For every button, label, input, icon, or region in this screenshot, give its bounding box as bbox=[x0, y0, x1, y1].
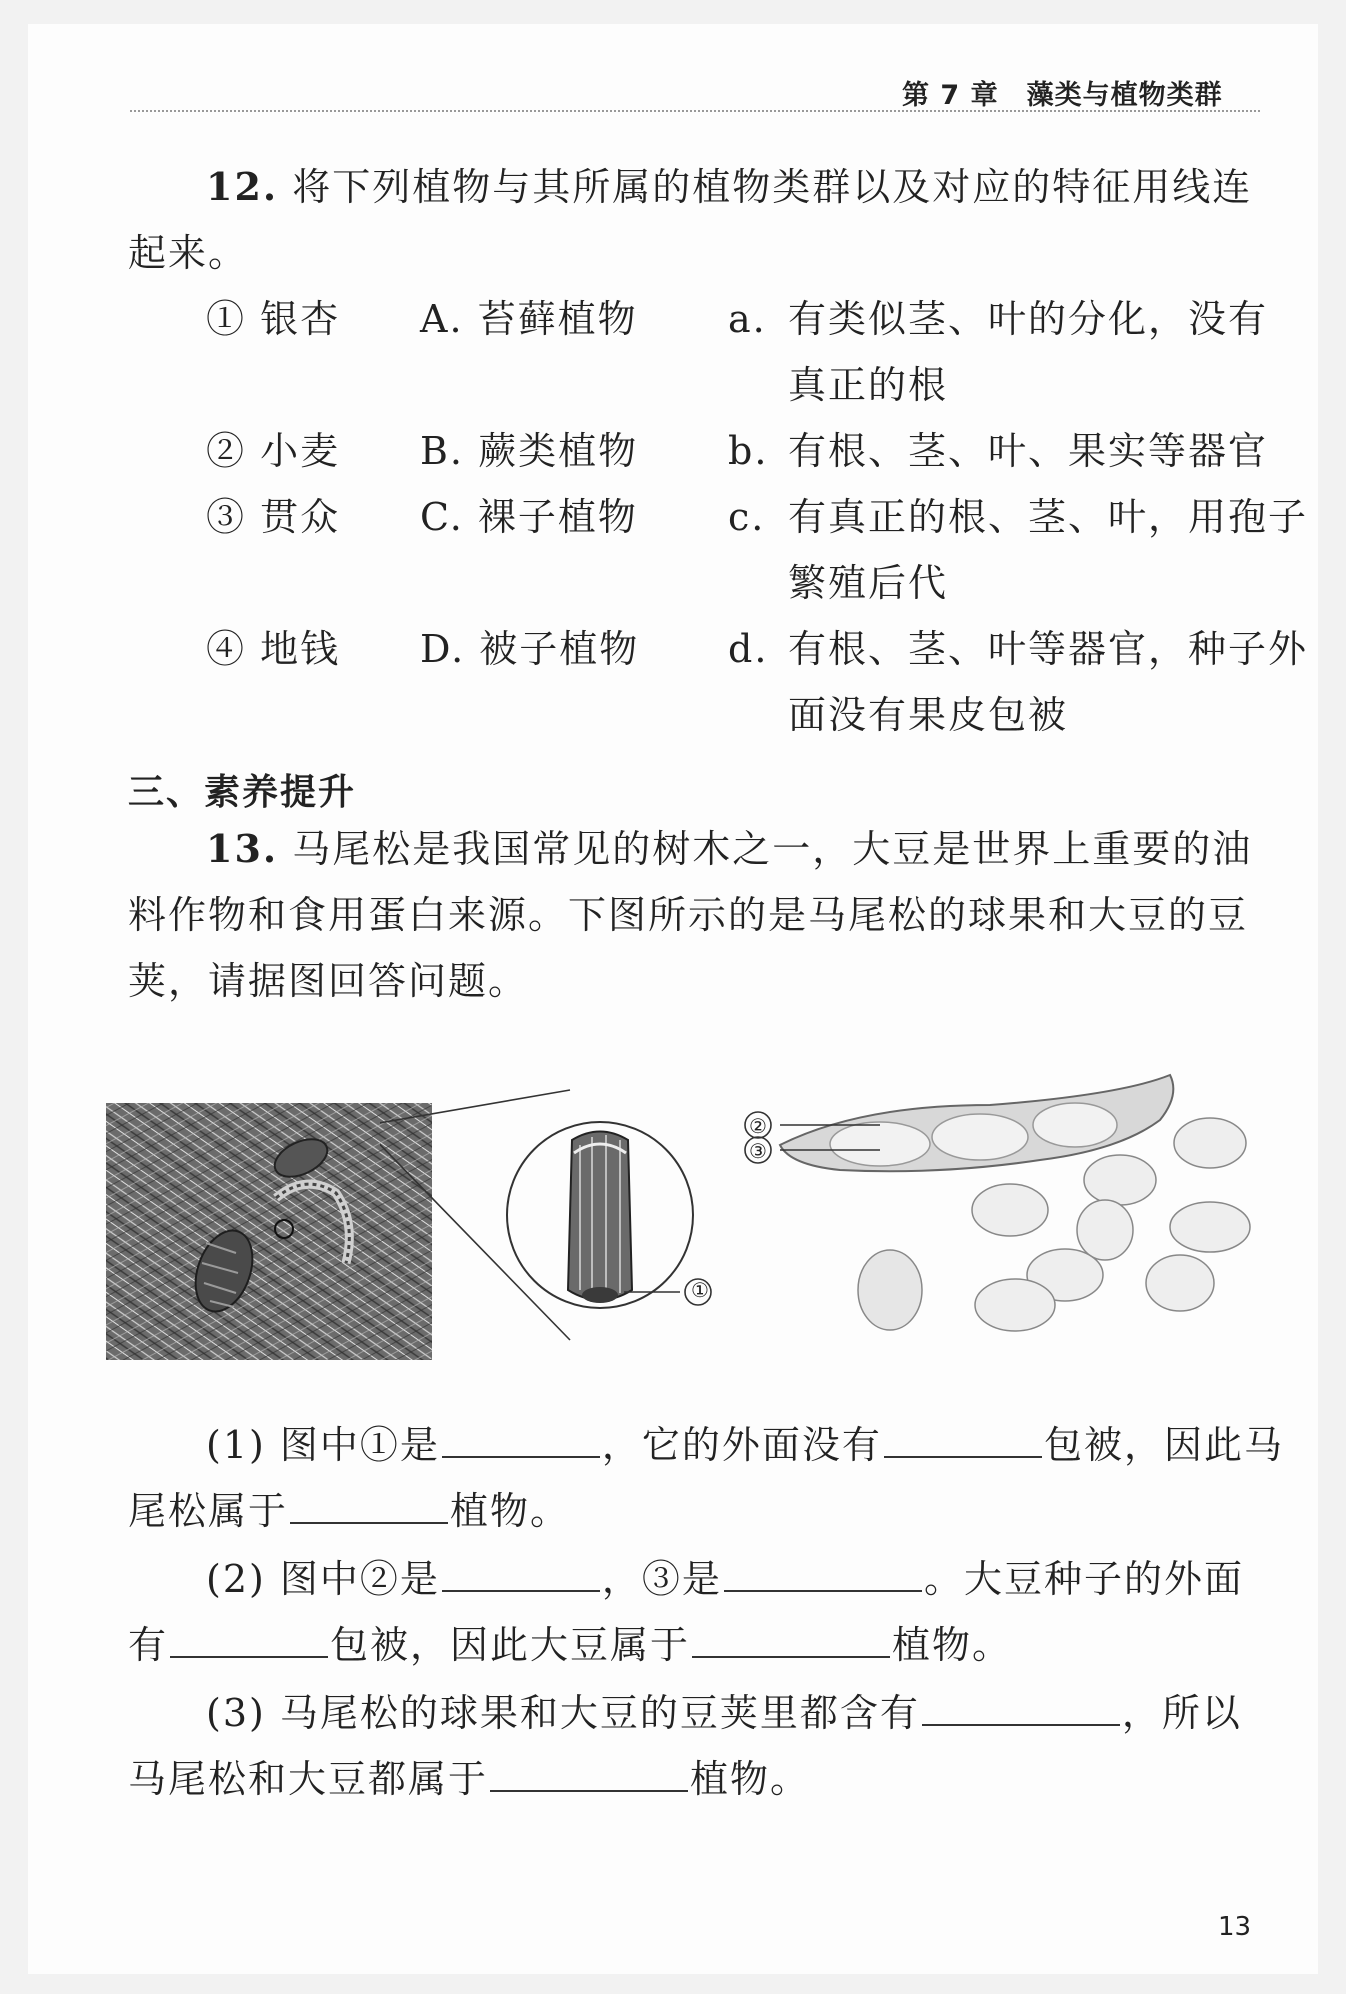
feature-letter: c. bbox=[728, 495, 766, 539]
feature-text: 有类似茎、叶的分化，没有 bbox=[788, 297, 1269, 341]
q13-stem-line3: 荚，请据图回答问题。 bbox=[128, 959, 529, 1003]
group-item: A. 苔藓植物 bbox=[420, 297, 638, 341]
section-heading: 三、素养提升 bbox=[128, 772, 357, 813]
plant-item: ③ 贯众 bbox=[206, 495, 341, 539]
q13-sub1-line1: (1) 图中①是 ，它的外面没有 包被，因此马 bbox=[206, 1423, 1284, 1467]
answer-blank[interactable] bbox=[170, 1622, 328, 1658]
answer-blank[interactable] bbox=[442, 1422, 600, 1458]
soybean-pod-diagram bbox=[740, 1065, 1280, 1365]
seed-label-1: ① bbox=[691, 1278, 709, 1302]
q13-sub2-line2: 有 包被，因此大豆属于 植物。 bbox=[128, 1623, 1013, 1667]
q13-number: 13. bbox=[206, 826, 279, 871]
feature-letter: a. bbox=[728, 297, 767, 341]
answer-blank[interactable] bbox=[442, 1556, 600, 1592]
header-divider bbox=[130, 110, 1260, 112]
answer-blank[interactable] bbox=[884, 1422, 1042, 1458]
q13-sub3-line2: 马尾松和大豆都属于 植物。 bbox=[128, 1757, 811, 1801]
feature-text: 真正的根 bbox=[788, 363, 949, 407]
group-item: B. 蕨类植物 bbox=[420, 429, 639, 473]
q13-stem-line1: 13. 马尾松是我国常见的树木之一，大豆是世界上重要的油 bbox=[206, 826, 1253, 871]
q13-sub3-line1: (3) 马尾松的球果和大豆的豆荚里都含有 ，所以 bbox=[206, 1691, 1242, 1735]
plant-item: ① 银杏 bbox=[206, 297, 341, 341]
feature-text: 有根、茎、叶、果实等器官 bbox=[788, 429, 1269, 473]
header-title: 藻类与植物类群 bbox=[1026, 80, 1223, 111]
feature-text: 有根、茎、叶等器官，种子外 bbox=[788, 627, 1309, 671]
feature-text: 面没有果皮包被 bbox=[788, 693, 1069, 737]
q13-stem-line2: 料作物和食用蛋白来源。下图所示的是马尾松的球果和大豆的豆 bbox=[128, 893, 1249, 937]
q13-sub1-line2: 尾松属于 植物。 bbox=[128, 1489, 571, 1533]
plant-item: ② 小麦 bbox=[206, 429, 341, 473]
header-chapter: 第 7 章 bbox=[902, 80, 999, 111]
magnified-seed-diagram bbox=[380, 1085, 720, 1345]
feature-text: 繁殖后代 bbox=[788, 561, 949, 605]
pod-label-3: ③ bbox=[749, 1139, 767, 1163]
q12-stem-text: 将下列植物与其所属的植物类群以及对应的特征用线连 bbox=[292, 165, 1253, 209]
feature-letter: d. bbox=[728, 627, 769, 671]
answer-blank[interactable] bbox=[724, 1556, 922, 1592]
q12-stem-line1 bbox=[206, 164, 1253, 209]
plant-item: ④ 地钱 bbox=[206, 627, 341, 671]
page-number: 13 bbox=[1218, 1912, 1252, 1942]
answer-blank[interactable] bbox=[692, 1622, 890, 1658]
feature-text: 有真正的根、茎、叶，用孢子 bbox=[788, 495, 1309, 539]
answer-blank[interactable] bbox=[490, 1756, 688, 1792]
group-item: C. 裸子植物 bbox=[420, 495, 638, 539]
running-header bbox=[902, 73, 1223, 112]
group-item: D. 被子植物 bbox=[420, 627, 640, 671]
feature-letter: b. bbox=[728, 429, 769, 473]
pod-label-2: ② bbox=[749, 1114, 767, 1138]
q12-number: 12. bbox=[206, 164, 279, 209]
q12-stem-line2: 起来。 bbox=[128, 231, 249, 275]
q13-sub2-line1: (2) 图中②是 ，③是 。大豆种子的外面 bbox=[206, 1557, 1244, 1601]
answer-blank[interactable] bbox=[922, 1690, 1120, 1726]
answer-blank[interactable] bbox=[290, 1488, 448, 1524]
